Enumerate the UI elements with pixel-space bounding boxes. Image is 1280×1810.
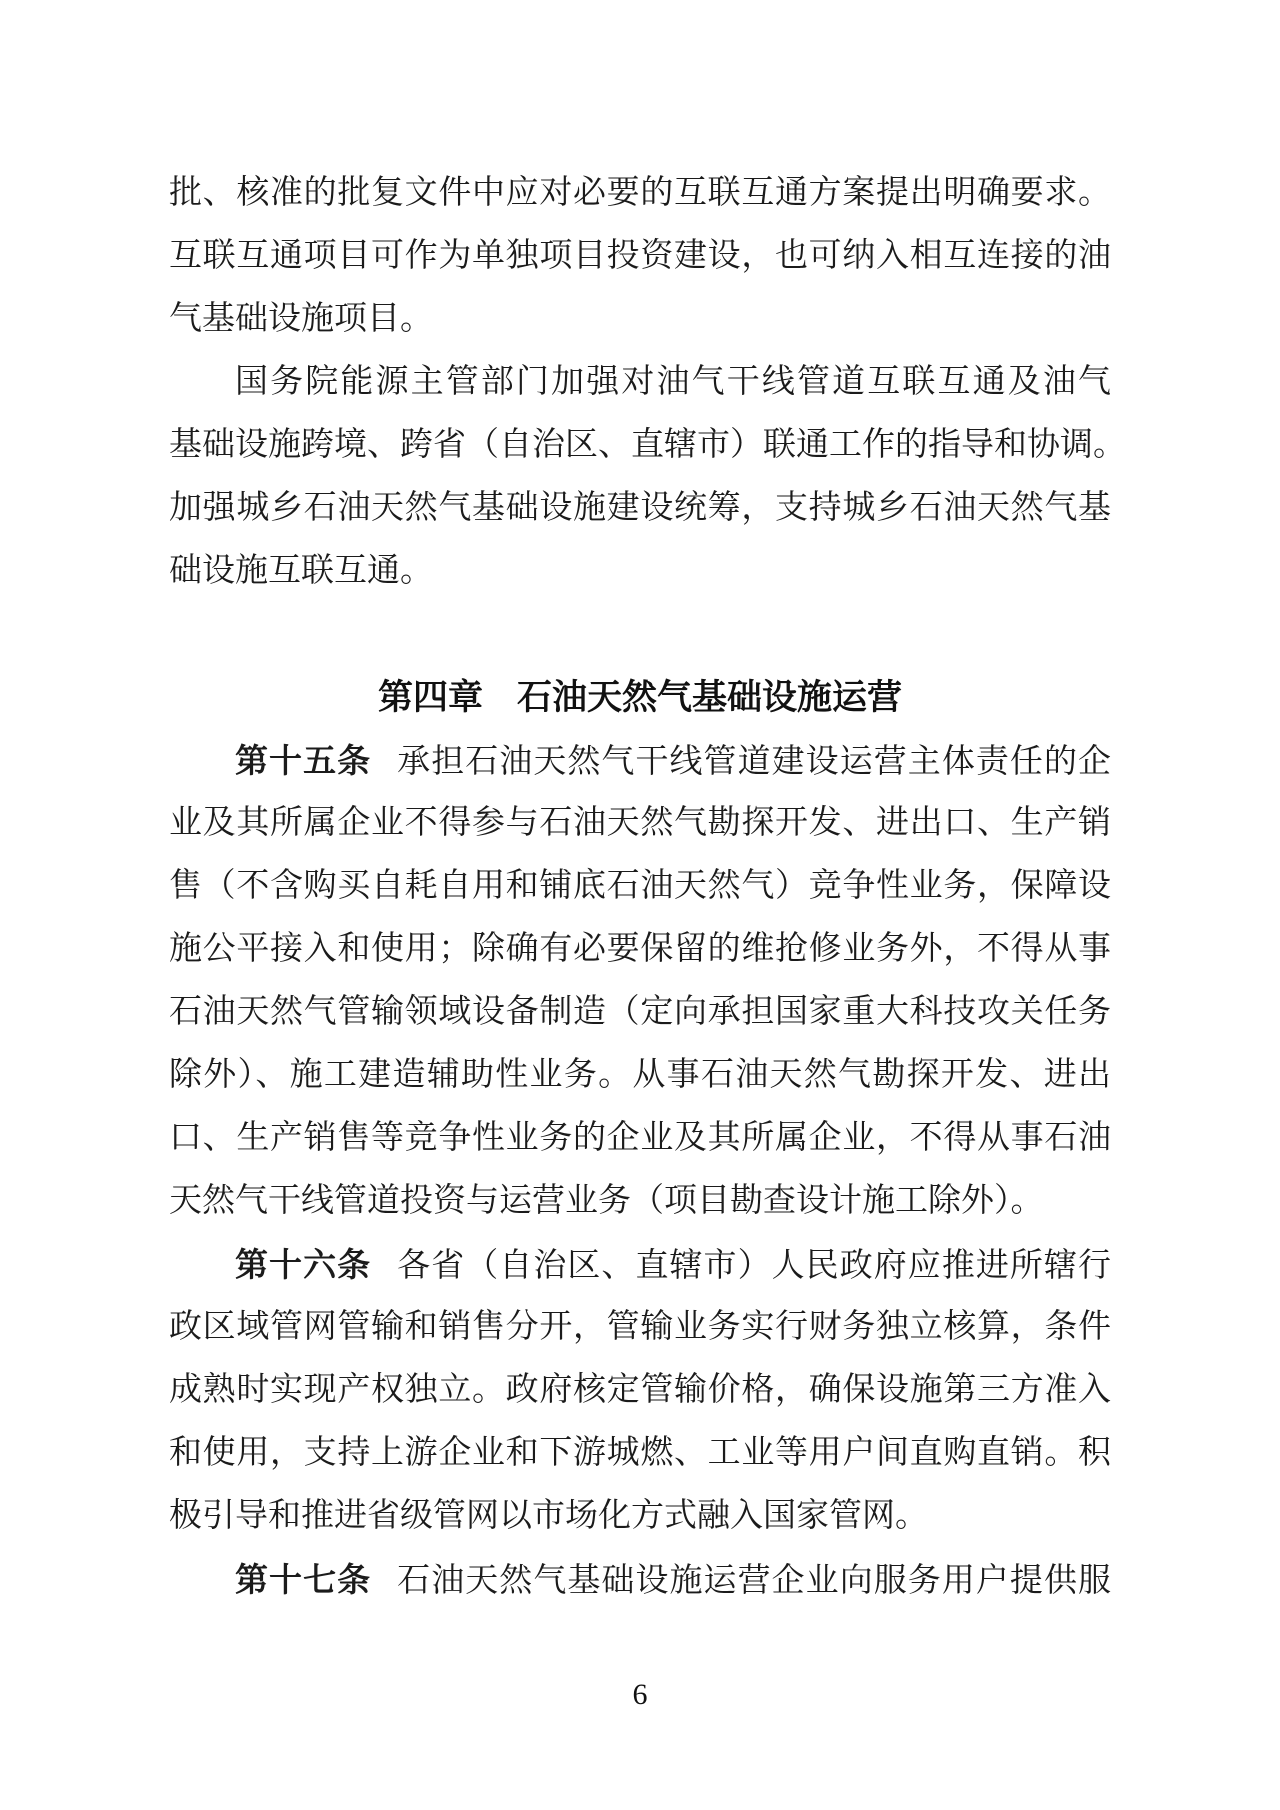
text-run: 加强城乡石油天然气基础设施建设统筹，支持城乡石油天然气基 xyxy=(169,490,1112,526)
text-line xyxy=(169,1044,1111,1107)
paragraphs-bottom xyxy=(169,729,1111,1611)
text-line xyxy=(169,1548,1111,1611)
text-line xyxy=(169,729,1111,792)
text-run: 基础设施跨境、跨省（自治区、直辖市）联通工作的指导和协调。 xyxy=(169,427,1126,463)
text-run: 天然气干线管道投资与运营业务（项目勘查设计施工除外）。 xyxy=(169,1183,1044,1219)
page-number: 6 xyxy=(632,1678,648,1711)
text-line xyxy=(169,225,1111,288)
text-line xyxy=(169,981,1111,1044)
text-run: 第十五条 承担石油天然气干线管道建设运营主体责任的企 xyxy=(235,742,1113,780)
text-run: 互联互通项目可作为单独项目投资建设，也可纳入相互连接的油 xyxy=(169,238,1112,274)
text-run: 极引导和推进省级管网以市场化方式融入国家管网。 xyxy=(169,1498,928,1534)
text-line xyxy=(169,288,1111,351)
text-line xyxy=(169,792,1111,855)
chapter-heading xyxy=(169,666,1111,729)
text-run: 第十六条 各省（自治区、直辖市）人民政府应推进所辖行 xyxy=(235,1246,1113,1284)
text-run: 售（不含购买自耗自用和铺底石油天然气）竞争性业务，保障设 xyxy=(169,868,1112,904)
text-line xyxy=(169,1233,1111,1296)
text-line xyxy=(169,1485,1111,1548)
text-run: 施公平接入和使用；除确有必要保留的维抢修业务外，不得从事 xyxy=(169,931,1112,967)
chapter-title: 石油天然气基础设施运营 xyxy=(517,678,903,717)
text-run: 批、核准的批复文件中应对必要的互联互通方案提出明确要求。 xyxy=(169,175,1112,211)
text-line xyxy=(169,351,1114,414)
text-run: 口、生产销售等竞争性业务的企业及其所属企业，不得从事石油 xyxy=(169,1120,1112,1156)
text-run: 国务院能源主管部门加强对油气干线管道互联互通及油气 xyxy=(235,364,1114,400)
text-line xyxy=(169,540,1111,603)
chapter-number: 第四章 xyxy=(377,678,483,717)
text-run: 气基础设施项目。 xyxy=(169,301,433,337)
article-number: 第十六条 xyxy=(235,1246,372,1283)
article-number: 第十五条 xyxy=(235,742,372,779)
text-run: 业及其所属企业不得参与石油天然气勘探开发、进出口、生产销 xyxy=(169,805,1112,841)
text-run: 第十七条 石油天然气基础设施运营企业向服务用户提供服 xyxy=(235,1561,1113,1599)
text-line xyxy=(169,477,1111,540)
text-line xyxy=(169,1296,1111,1359)
text-run: 和使用，支持上游企业和下游城燃、工业等用户间直购直销。积 xyxy=(169,1435,1112,1471)
text-line xyxy=(169,1359,1111,1422)
text-run: 础设施互联互通。 xyxy=(169,553,433,589)
text-block xyxy=(169,162,1126,1611)
text-run: 除外）、施工建造辅助性业务。从事石油天然气勘探开发、进出 xyxy=(169,1057,1113,1093)
paragraphs-top xyxy=(169,162,1126,603)
text-run: 成熟时实现产权独立。政府核定管输价格，确保设施第三方准入 xyxy=(169,1372,1112,1408)
text-line xyxy=(169,1422,1111,1485)
text-line xyxy=(169,855,1111,918)
text-line xyxy=(169,162,1111,225)
text-line xyxy=(169,1170,1111,1233)
text-line xyxy=(169,1107,1111,1170)
text-run: 政区域管网管输和销售分开，管输业务实行财务独立核算，条件 xyxy=(169,1309,1112,1345)
text-line xyxy=(169,414,1126,477)
text-line xyxy=(169,918,1111,981)
text-run: 石油天然气管输领域设备制造（定向承担国家重大科技攻关任务 xyxy=(169,994,1112,1030)
article-number: 第十七条 xyxy=(235,1561,372,1598)
